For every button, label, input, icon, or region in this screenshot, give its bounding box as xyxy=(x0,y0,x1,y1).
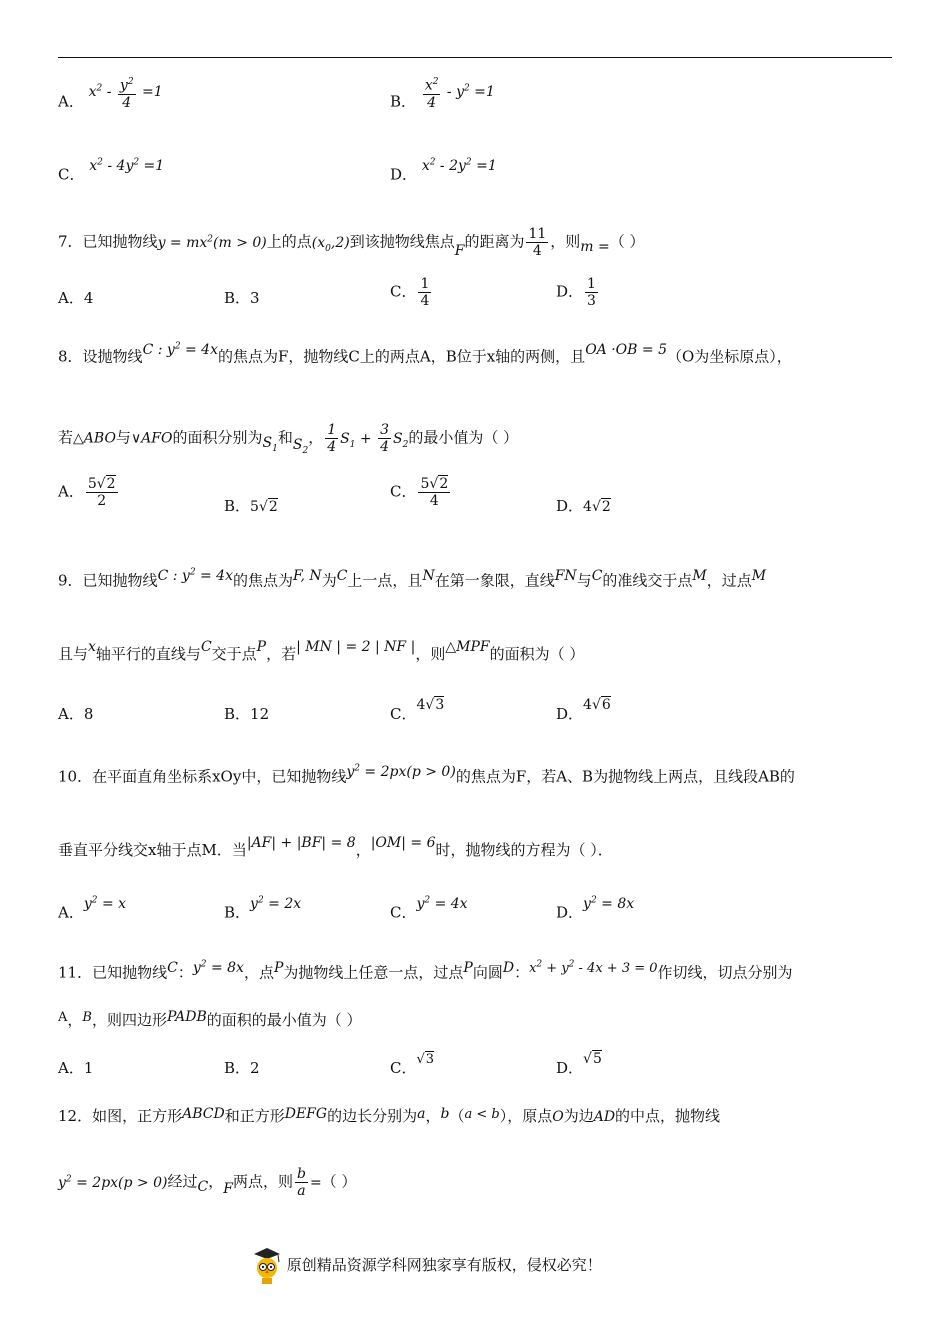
q9-option-d[interactable]: D．4√6 xyxy=(556,697,611,723)
q11-stem-line1 xyxy=(58,960,793,985)
point-m: M xyxy=(692,567,707,584)
q6-option-a[interactable] xyxy=(58,77,163,121)
q10-option-d[interactable]: D．$y^2 = 8x$ xyxy=(556,895,635,922)
text: 轴平行的直线与 xyxy=(95,645,201,663)
text: 的焦点为 xyxy=(232,571,293,590)
text: 的面积为（ ） xyxy=(489,645,585,663)
text: ， xyxy=(425,1107,441,1125)
text: ，若 xyxy=(266,645,297,663)
option-label: D． xyxy=(390,165,418,184)
text: ，过点 xyxy=(706,571,752,590)
curve-formula: $y = mx^2(m > 0)$ xyxy=(157,233,267,251)
text: 为抛物线上任意一点，过点 xyxy=(283,963,464,982)
point-n: N xyxy=(422,567,435,584)
area-s1: $S_1$ xyxy=(262,434,278,454)
q7-option-a[interactable]: A．4 xyxy=(58,289,94,307)
question-number: 8． xyxy=(58,347,83,366)
text: 的边长分别为 xyxy=(327,1107,418,1125)
footer-text: 原创精品资源学科网独家享有版权，侵权必究！ xyxy=(286,1256,602,1274)
q7-option-d[interactable]: D． $\frac{1}{3}$ xyxy=(556,276,596,309)
q6-option-c[interactable] xyxy=(58,157,165,186)
q8-option-b[interactable]: B．5√2 xyxy=(224,497,278,515)
text: ， xyxy=(67,1011,83,1029)
text: ，点 xyxy=(243,963,274,982)
text: 且与 xyxy=(58,645,89,663)
text: （ ） xyxy=(609,232,645,251)
q10-option-b[interactable]: B．$y^2 = 2x$ xyxy=(224,895,302,922)
text: 若 xyxy=(58,428,74,447)
point-c: C xyxy=(197,1178,209,1195)
q11-stem-line2 xyxy=(58,1010,362,1032)
q12-stem-line1 xyxy=(58,1106,720,1128)
q10-stem-line1 xyxy=(58,764,795,788)
text: 在第一象限，直线 xyxy=(434,571,555,590)
text: 的准线交于点 xyxy=(602,571,693,590)
owl-logo-icon xyxy=(252,1246,282,1286)
q9-option-a[interactable]: A．8 xyxy=(58,705,94,723)
curve-c: C xyxy=(167,959,178,976)
curve-formula: $y^2 = 8x$ xyxy=(192,959,244,976)
text: 向圆 xyxy=(472,963,503,982)
length-condition: | MN | = 2 | NF | xyxy=(296,639,416,655)
curve-formula: $y^2 = 2px(p > 0)$ xyxy=(58,1173,168,1191)
ratio-expr: $\frac{b}{a}$ = xyxy=(296,1166,322,1199)
origin-o: O xyxy=(552,1109,564,1125)
text: 为 xyxy=(321,571,337,590)
text: 的焦点为F，抛物线C上的两点A，B位于x轴的两侧，且 xyxy=(217,347,586,366)
q10-option-a[interactable]: A．$y^2 = x$ xyxy=(58,895,127,922)
text: ， xyxy=(308,428,324,447)
side-ad: AD xyxy=(593,1109,616,1125)
text: 和 xyxy=(277,428,293,447)
text: 在平面直角坐标系xOy中，已知抛物线 xyxy=(92,767,347,786)
text: 已知抛物线 xyxy=(82,232,158,251)
text: 两点，则 xyxy=(232,1172,293,1191)
text: 设抛物线 xyxy=(82,347,143,366)
focus-label: F xyxy=(454,242,465,259)
option-label: A． xyxy=(58,92,84,111)
point-b: B xyxy=(82,1010,92,1025)
curve-c: C xyxy=(200,639,212,655)
point-a: A xyxy=(58,1010,68,1025)
text: 时，抛物线的方程为（ ）． xyxy=(435,841,613,859)
triangle-mpf: △MPF xyxy=(445,639,490,655)
text: ，则四边形 xyxy=(91,1011,167,1029)
text: 交于点 xyxy=(211,645,257,663)
q6-option-b[interactable] xyxy=(390,77,495,121)
text: ， xyxy=(208,1172,224,1191)
side-condition: a < b xyxy=(464,1107,500,1122)
sum-condition: |AF| + |BF| = 8 xyxy=(246,835,356,851)
question-number: 7． xyxy=(58,232,83,251)
text: 经过 xyxy=(167,1172,198,1191)
text: 的距离为 xyxy=(464,232,525,251)
circle-d: D xyxy=(502,959,515,976)
area-s2: $S_2$ xyxy=(292,436,309,456)
q8-stem-line2 xyxy=(58,422,518,455)
point-m: M xyxy=(751,567,767,584)
text: 的面积的最小值为（ ） xyxy=(206,1011,362,1029)
axis-x: x xyxy=(88,639,96,655)
triangle-abo: △ABO xyxy=(73,430,116,447)
q9-option-b[interactable]: B．12 xyxy=(224,705,270,723)
point-p: P xyxy=(463,959,473,976)
text: 的面积分别为 xyxy=(172,428,263,447)
question-number: 12． xyxy=(58,1107,93,1125)
curve-formula: C : $y^2 = 4x$ xyxy=(157,567,233,584)
triangle-afo: ∨AFO xyxy=(130,430,173,447)
square-abcd: ABCD xyxy=(182,1106,225,1122)
distance-fraction: $\frac{11}{4}$ xyxy=(528,226,547,259)
q11-option-a[interactable]: A．1 xyxy=(58,1059,94,1077)
curve-formula: C : $y^2 = 4x$ xyxy=(142,341,218,358)
points-fn: F, N xyxy=(293,567,322,584)
side-a: a xyxy=(417,1106,426,1122)
text: ： xyxy=(514,963,530,982)
header-rule xyxy=(58,57,892,58)
quadrilateral-padb: PADB xyxy=(166,1009,207,1025)
curve-c: C xyxy=(336,567,348,584)
option-label: B． xyxy=(390,92,417,111)
q8-option-a[interactable]: A． $\frac{5√2}{2}$ xyxy=(58,476,116,509)
q11-option-d[interactable]: D．√5 xyxy=(556,1051,602,1077)
option-expr: $x^2 - 2y^2 =1$ xyxy=(421,157,497,174)
text: 作切线，切点分别为 xyxy=(657,963,793,982)
q8-option-d[interactable]: D．4√2 xyxy=(556,497,611,515)
text: （ ） xyxy=(321,1172,357,1191)
q7-option-b[interactable]: B．3 xyxy=(224,289,260,307)
question-number: 9． xyxy=(58,571,83,590)
text: 到该抛物线焦点 xyxy=(349,232,455,251)
text: （O为坐标原点）， xyxy=(666,347,792,366)
text: 如图，正方形 xyxy=(92,1107,183,1125)
circle-formula: $x^2 + y^2 - 4x + 3 = 0$ xyxy=(529,959,658,976)
point-formula: $(x_0,2)$ xyxy=(311,234,350,254)
fraction: $\frac{5√2}{4}$ xyxy=(420,476,449,509)
text: 和正方形 xyxy=(224,1107,285,1125)
option-expr: $x^2$ - $\frac{y^2}{4}$ =1 xyxy=(89,84,163,100)
option-label: C． xyxy=(58,165,85,184)
q11-option-b[interactable]: B．2 xyxy=(224,1059,260,1077)
square-defg: DEFG xyxy=(284,1106,328,1122)
curve-c: C xyxy=(591,567,603,584)
text: 与 xyxy=(115,428,131,447)
om-condition: |OM| = 6 xyxy=(370,835,436,851)
text: 上一点，且 xyxy=(347,571,423,590)
fraction: $\frac{1}{4}$ xyxy=(420,276,430,309)
q7-option-c[interactable]: C． $\frac{1}{4}$ xyxy=(390,276,430,309)
text: ， xyxy=(355,841,371,859)
text: ），原点 xyxy=(499,1107,553,1125)
option-expr: $\frac{x^2}{4}$ - $y^2 =1$ xyxy=(421,84,495,100)
fraction: $\frac{5√2}{2}$ xyxy=(87,476,116,509)
dot-product-condition: OA ·OB = 5 xyxy=(585,341,667,358)
q9-stem-line2 xyxy=(58,639,585,665)
q9-option-c[interactable]: C．4√3 xyxy=(390,697,445,723)
point-p: P xyxy=(256,639,267,655)
question-number: 10． xyxy=(58,767,93,786)
q7-stem xyxy=(58,226,645,259)
curve-formula: $y^2 = 2px(p > 0)$ xyxy=(346,763,456,780)
target-var: m = xyxy=(580,238,610,255)
q12-stem-line2 xyxy=(58,1166,356,1199)
text: 上的点 xyxy=(266,232,312,251)
side-b: b xyxy=(440,1106,450,1122)
question-number: 11． xyxy=(58,963,93,982)
text: ，则 xyxy=(550,232,581,251)
q10-stem-line2 xyxy=(58,835,613,861)
text: 垂直平分线交x轴于点M．当 xyxy=(58,841,247,859)
q9-stem-line1 xyxy=(58,568,766,592)
q6-option-d[interactable] xyxy=(390,157,497,186)
q8-stem-line1 xyxy=(58,341,792,368)
text: 已知抛物线 xyxy=(92,963,168,982)
text: ： xyxy=(177,963,193,982)
point-p: P xyxy=(273,959,284,976)
text: 的最小值为（ ） xyxy=(408,428,519,447)
option-expr: $x^2 - 4y^2 =1$ xyxy=(89,157,165,174)
line-fn: FN xyxy=(554,567,577,584)
copyright-footer xyxy=(252,1246,602,1286)
text: 的中点，抛物线 xyxy=(615,1107,721,1125)
q11-option-c[interactable]: C．√3 xyxy=(390,1052,435,1077)
q8-option-c[interactable]: C． $\frac{5√2}{4}$ xyxy=(390,476,449,509)
text: 为边 xyxy=(563,1107,594,1125)
point-f: F xyxy=(223,1180,233,1197)
text: 已知抛物线 xyxy=(82,571,158,590)
fraction: $\frac{1}{3}$ xyxy=(587,276,596,309)
text: 与 xyxy=(576,571,592,590)
text: ，则 xyxy=(415,645,446,663)
text: 的焦点为F，若A、B为抛物线上两点，且线段AB的 xyxy=(455,767,795,786)
q10-option-c[interactable]: C．$y^2 = 4x$ xyxy=(390,895,468,922)
text: （ xyxy=(449,1107,465,1125)
weighted-sum-expr: $\frac{1}{4}$ $S_1$ + $\frac{3}{4}$ $S_2$ xyxy=(327,422,409,455)
